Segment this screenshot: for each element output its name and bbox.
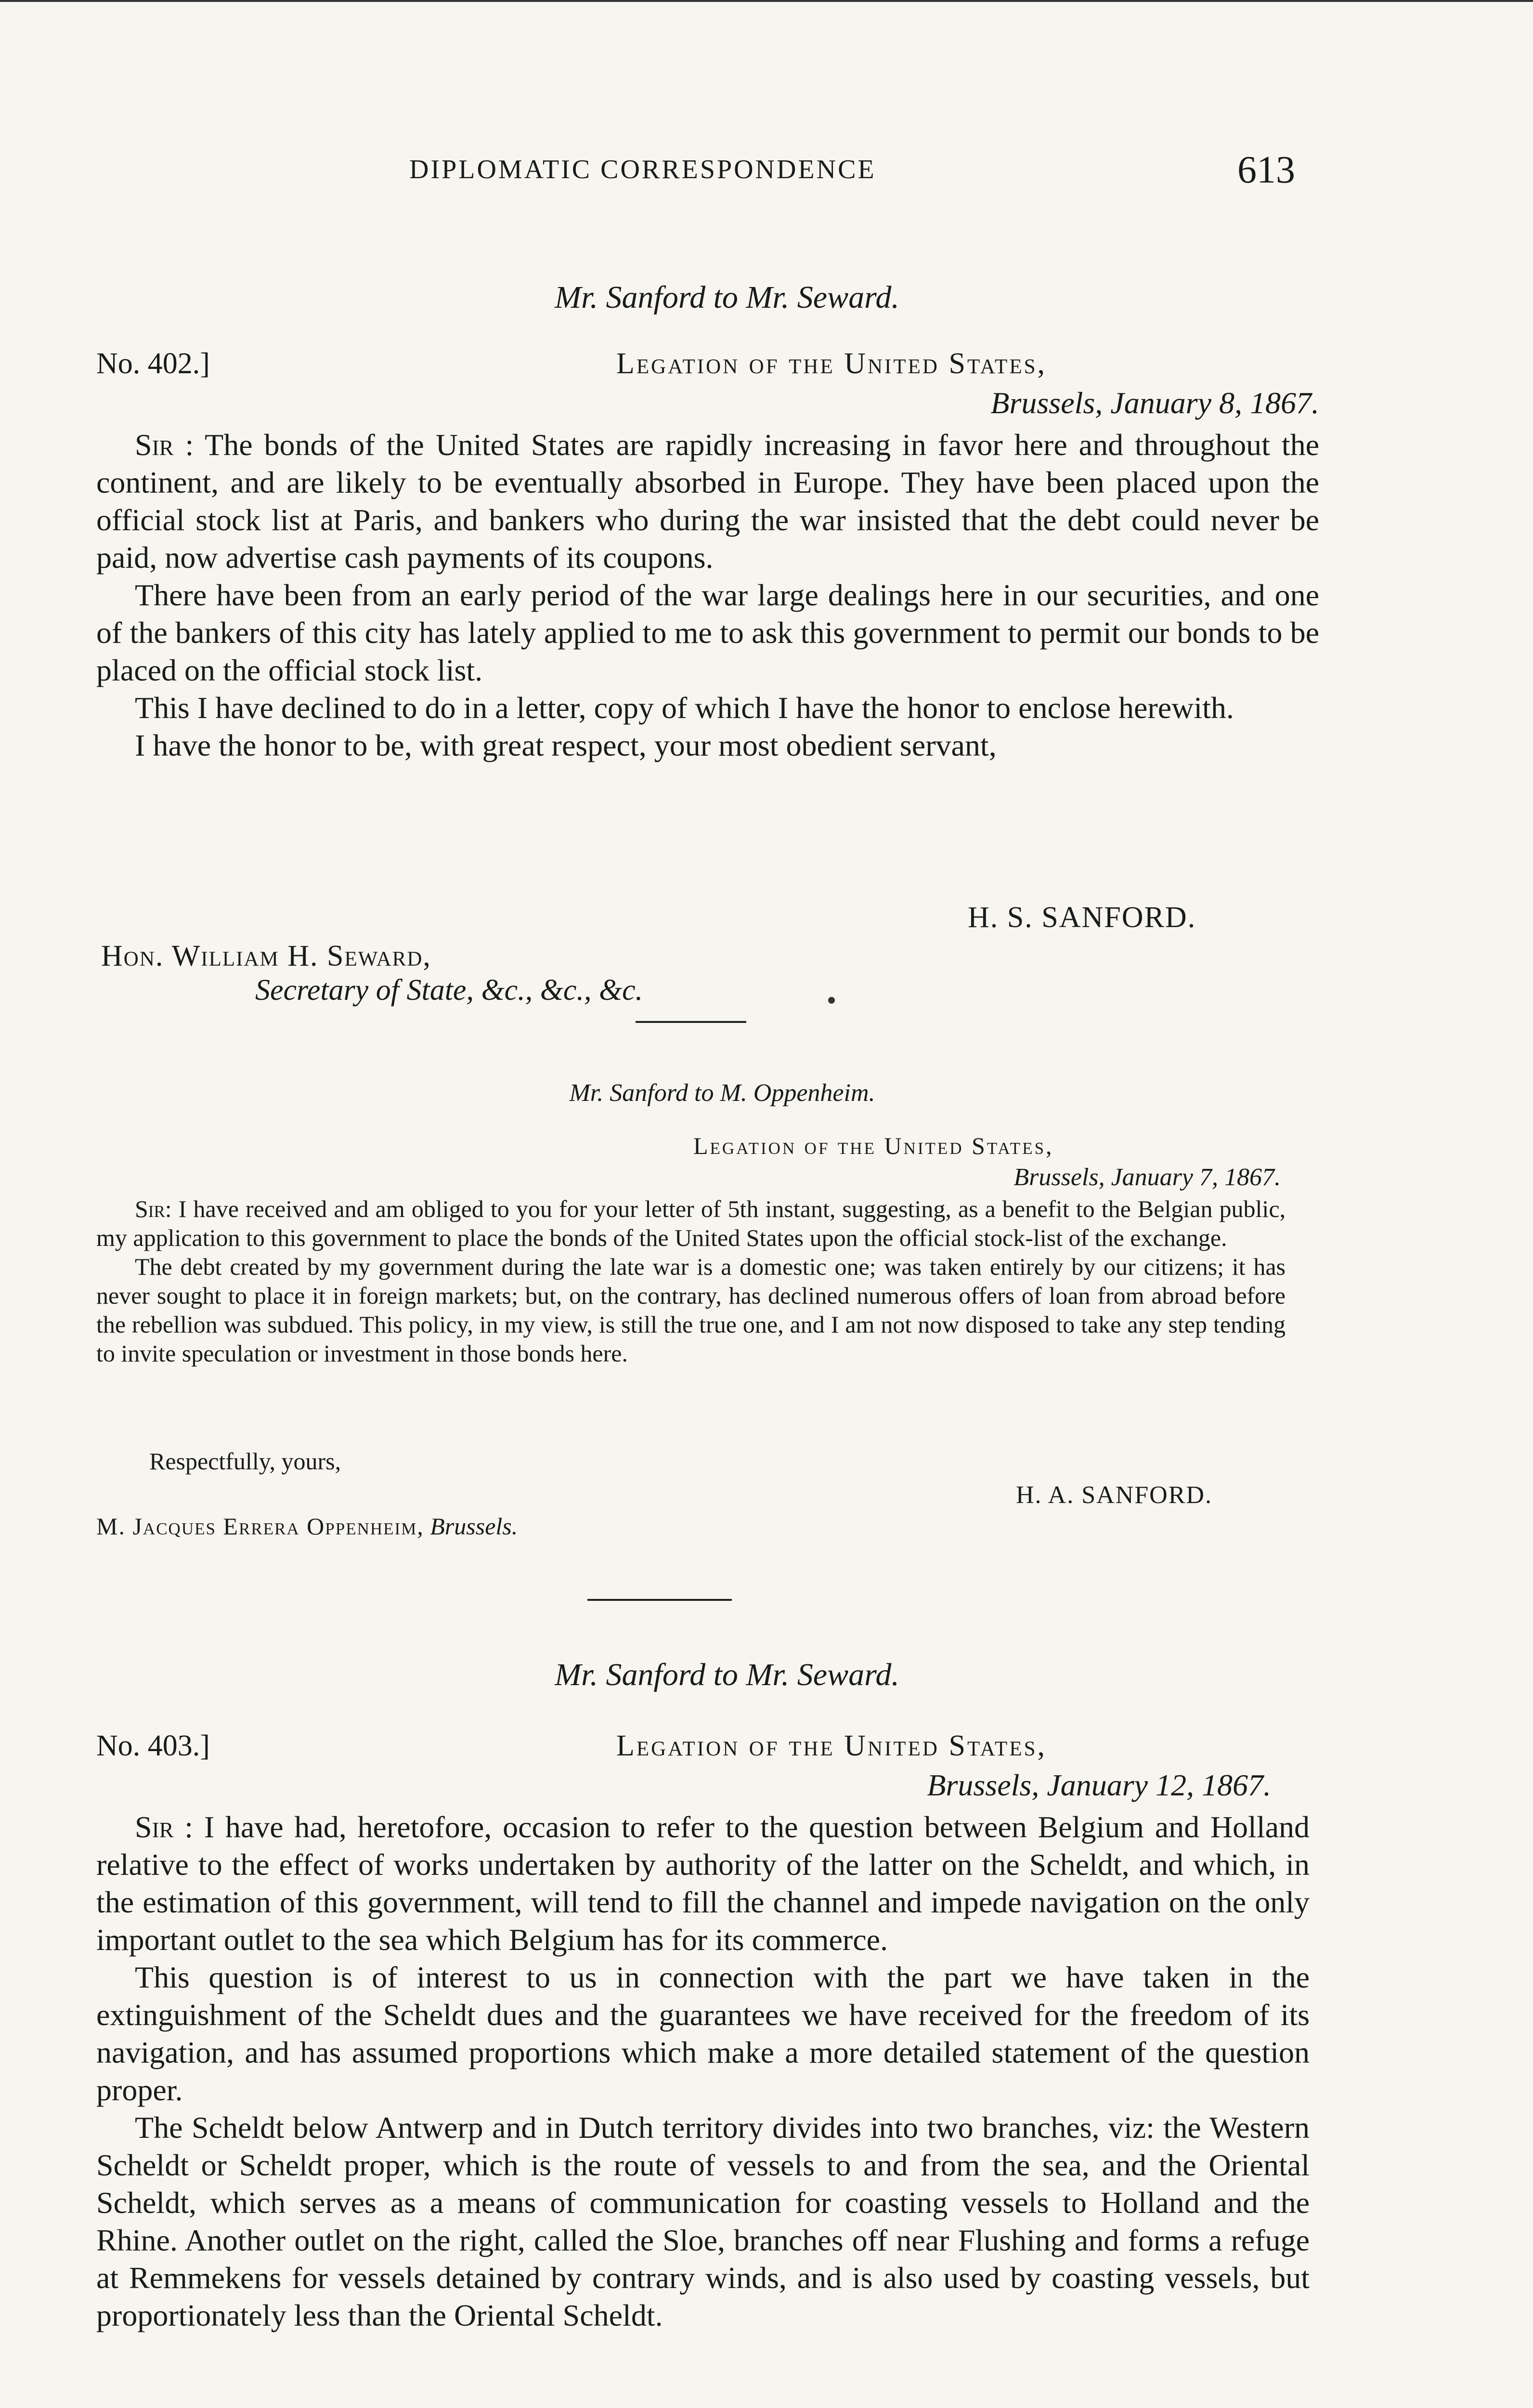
letter1-addressee	[101, 939, 643, 1008]
letter1-signature: H. S. SANFORD.	[968, 901, 1196, 934]
letter1-paragraph-3: This I have declined to do in a letter, copy of which I have the honor to enclose herewith.	[135, 691, 1234, 725]
letter1-body	[96, 426, 1319, 764]
letter2-legation: Legation of the United States,	[693, 1132, 1054, 1159]
letter1-addressee-name: Hon. William H. Seward,	[101, 940, 431, 972]
page-number: 613	[1237, 149, 1295, 191]
letter3-paragraph-2: This question is of interest to us in connection with the part we have taken in the extinguishment of the Scheldt dues and the guarantees we have received for the freedom of its navigation, and has assumed proportions which make a more detailed statement of the question proper.	[96, 1960, 1310, 2107]
letter3-paragraph-1: Sir : I have had, heretofore, occasion to refer to the question between Belgium and Holland relative to the effect of works undertaken by authority of the latter on the Scheldt, and which, in the estimation of this government, will tend to fill the channel and impede navigation on the only important outlet to the sea which Belgium has for its commerce.	[96, 1810, 1310, 1957]
running-header: DIPLOMATIC CORRESPONDENCE	[409, 155, 876, 184]
ink-spot	[828, 997, 835, 1004]
letter1-heading: Mr. Sanford to Mr. Seward.	[555, 280, 899, 315]
letter3-dateline: Brussels, January 12, 1867.	[927, 1768, 1271, 1802]
letter2-addressee-place: Brussels.	[430, 1513, 518, 1540]
page-top-edge	[0, 0, 1533, 2]
letter3-number: No. 403.]	[96, 1729, 210, 1762]
letter2-salutation: Sir:	[135, 1195, 172, 1222]
letter1-salutation: Sir :	[135, 428, 194, 462]
letter2-dateline: Brussels, January 7, 1867.	[1013, 1164, 1281, 1191]
letter2-paragraph-2: The debt created by my government during the late war is a domestic one; was taken entirely by our citizens; it has never sought to place it in foreign markets; but, on the contrary, has declined numerous offers of loan from abroad before the rebellion was subdued. This policy, in my view, is still the true one, and I am not now disposed to take any step tending to invite speculation or investment in those bonds here.	[96, 1253, 1286, 1367]
letter3-legation: Legation of the United States,	[616, 1729, 1047, 1762]
letter3-salutation: Sir :	[135, 1810, 194, 1844]
letter1-paragraph-2: There have been from an early period of the war large dealings here in our securities, and one of the bankers of this city has lately applied to me to ask this government to permit our bonds to be placed on the official stock list.	[96, 578, 1319, 687]
section-divider	[587, 1599, 732, 1601]
letter2-addressee	[96, 1512, 518, 1540]
letter2-closing: Respectfully, yours,	[149, 1448, 341, 1475]
letter1-addressee-title: Secretary of State, &c., &c., &c.	[255, 974, 643, 1007]
letter1-legation: Legation of the United States,	[616, 347, 1047, 380]
letter3-heading: Mr. Sanford to Mr. Seward.	[555, 1657, 899, 1692]
letter3-body	[96, 1808, 1310, 2334]
letter1-dateline: Brussels, January 8, 1867.	[990, 386, 1319, 420]
letter1-number: No. 402.]	[96, 347, 210, 380]
letter2-signature: H. A. SANFORD.	[1016, 1481, 1212, 1509]
letter2-addressee-name: M. Jacques Errera Oppenheim,	[96, 1513, 424, 1540]
letter1-paragraph-1: Sir : The bonds of the United States are rapidly increasing in favor here and throughout the continent, and are likely to be eventually absorbed in Europe. They have been placed upon the official stock list at Paris, and bankers who during the war insisted that the debt could never be paid, now advertise cash payments of its coupons.	[96, 428, 1319, 575]
letter1-paragraph-4: I have the honor to be, with great respect, your most obedient servant,	[135, 728, 997, 762]
letter2-heading: Mr. Sanford to M. Oppenheim.	[569, 1079, 875, 1107]
letter2-paragraph-1: Sir: I have received and am obliged to you for your letter of 5th instant, suggesting, as a benefit to the Belgian public, my application to this government to place the bonds of the United States upon the official stock-list of the exchange.	[96, 1195, 1286, 1251]
letter3-paragraph-3: The Scheldt below Antwerp and in Dutch territory divides into two branches, viz: the Western Scheldt or Scheldt proper, which is the route of vessels to and from the sea, and the Oriental Scheldt, which serves as a means of communication for coasting vessels to Holland and the Rhine. Another outlet on the right, called the Sloe, branches off near Flushing and forms a refuge at Remmekens for vessels detained by contrary winds, and is also used by coasting vessels, but proportionately less than the Oriental Scheldt.	[96, 2110, 1310, 2332]
letter2-body	[96, 1194, 1286, 1368]
section-divider	[636, 1021, 746, 1023]
